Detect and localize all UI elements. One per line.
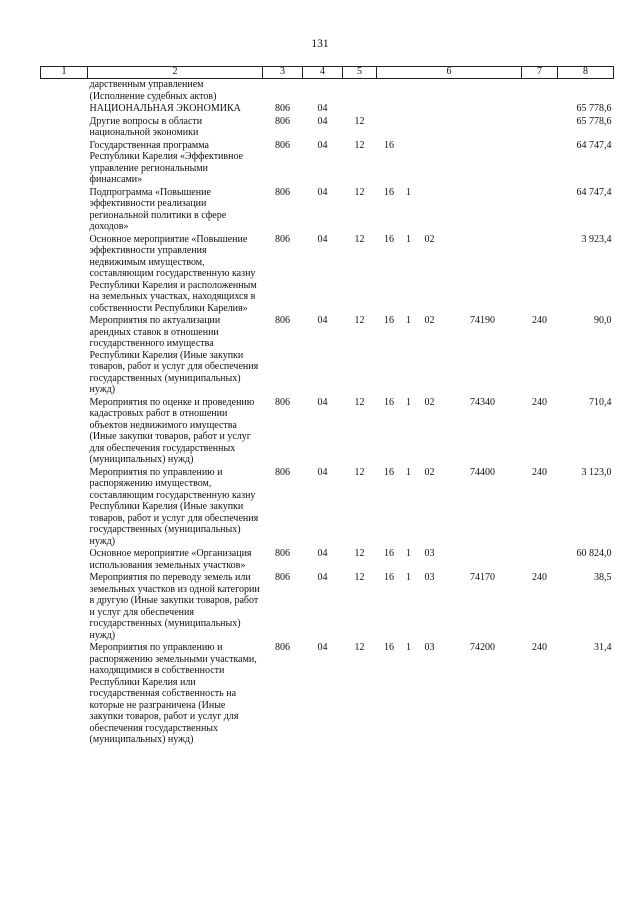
row-section-code: 04 xyxy=(317,139,328,151)
table-row xyxy=(41,467,614,549)
row-name: Мероприятия по переводу земель или земельных участков из одной категории в другую (Иные закупки товаров, работ и услуг для обеспечения государственных (муниципальных) нужд) xyxy=(89,572,260,641)
row-activity-code: 02 xyxy=(424,315,435,326)
table-body xyxy=(41,79,614,747)
row-expense-type xyxy=(522,116,558,140)
header-cell-2: 2 xyxy=(88,67,263,79)
row-amount: 38,5 xyxy=(594,572,612,583)
row-amount: 90,0 xyxy=(594,315,612,326)
table-row xyxy=(41,234,614,316)
row-direction-code: 74340 xyxy=(470,396,495,408)
row-activity-code xyxy=(416,103,444,116)
row-admin-code: 806 xyxy=(275,233,290,245)
table-row xyxy=(41,315,614,397)
row-name: Основное мероприятие «Организация использования земельных участков» xyxy=(89,548,252,571)
row-activity-code: 02 xyxy=(424,396,435,408)
row-expense-type: 240 xyxy=(532,396,547,408)
row-subprogram-code xyxy=(402,116,416,140)
row-subsection-code: 12 xyxy=(354,186,365,198)
row-subsection-code: 12 xyxy=(354,315,365,326)
row-admin-code: 806 xyxy=(275,642,290,653)
header-cell-6: 6 xyxy=(377,67,522,79)
table-row xyxy=(41,187,614,234)
row-program-code xyxy=(377,103,402,116)
table-header-row xyxy=(41,67,614,79)
row-subprogram-code: 1 xyxy=(406,466,411,478)
row-subprogram-code: 1 xyxy=(406,233,411,245)
row-expense-type: 240 xyxy=(532,642,547,653)
row-activity-code: 02 xyxy=(424,233,435,245)
row-expense-type xyxy=(522,140,558,187)
row-name: Государственная программа Республики Карелия «Эффективное управление региональными финансами» xyxy=(89,139,244,185)
table-row xyxy=(41,548,614,572)
row-program-code xyxy=(377,79,402,104)
row-subprogram-code: 1 xyxy=(406,396,411,408)
row-program-code: 16 xyxy=(384,233,394,245)
table-row xyxy=(41,572,614,642)
table-row xyxy=(41,116,614,140)
row-subprogram-code: 1 xyxy=(406,572,411,583)
row-section-code: 04 xyxy=(317,103,328,114)
row-amount: 3 923,4 xyxy=(581,233,612,245)
row-subprogram-code: 1 xyxy=(406,315,411,326)
header-cell-3: 3 xyxy=(263,67,303,79)
row-section-code: 04 xyxy=(317,396,328,408)
header-cell-4: 4 xyxy=(303,67,343,79)
header-cell-8: 8 xyxy=(558,67,614,79)
row-subsection-code: 12 xyxy=(354,233,365,245)
row-direction-code xyxy=(444,140,522,187)
row-direction-code xyxy=(444,234,522,316)
row-direction-code xyxy=(444,116,522,140)
header-cell-7: 7 xyxy=(522,67,558,79)
row-name: Подпрограмма «Повышение эффективности реализации региональной политики в сфере доходов» xyxy=(89,186,227,232)
row-activity-code xyxy=(416,140,444,187)
row-expense-type: 240 xyxy=(532,466,547,478)
row-index-cell xyxy=(41,79,88,104)
row-name: Основное мероприятие «Повышение эффективности управления недвижимым имуществом, составляющим государственную казну Республики Карелия и расположенным на земельных участках, находящихся в собственности Республики Карелия» xyxy=(89,233,257,314)
row-index-cell xyxy=(41,642,88,747)
table-row xyxy=(41,103,614,116)
row-index-cell xyxy=(41,467,88,549)
row-amount: 60 824,0 xyxy=(576,548,612,559)
row-activity-code xyxy=(416,116,444,140)
page-number: 131 xyxy=(311,38,329,50)
row-subprogram-code: 1 xyxy=(406,548,411,559)
budget-table xyxy=(40,66,614,747)
table-row xyxy=(41,397,614,467)
row-program-code: 16 xyxy=(384,139,394,151)
row-expense-type xyxy=(522,79,558,104)
row-index-cell xyxy=(41,187,88,234)
row-activity-code: 03 xyxy=(424,642,435,653)
row-direction-code xyxy=(444,187,522,234)
header-cell-1: 1 xyxy=(41,67,88,79)
row-section-code: 04 xyxy=(317,315,328,326)
row-admin-code xyxy=(263,79,303,104)
row-subprogram-code: 1 xyxy=(406,186,411,198)
row-index-cell xyxy=(41,103,88,116)
row-admin-code: 806 xyxy=(275,186,290,198)
row-amount: 31,4 xyxy=(594,642,612,653)
row-index-cell xyxy=(41,234,88,316)
row-admin-code: 806 xyxy=(275,548,290,559)
row-activity-code xyxy=(416,79,444,104)
row-direction-code: 74190 xyxy=(470,315,495,326)
row-index-cell xyxy=(41,397,88,467)
row-index-cell xyxy=(41,116,88,140)
row-program-code: 16 xyxy=(384,466,394,478)
row-expense-type: 240 xyxy=(532,572,547,583)
row-activity-code: 03 xyxy=(424,548,435,559)
row-admin-code: 806 xyxy=(275,396,290,408)
row-direction-code xyxy=(444,548,522,572)
row-subprogram-code xyxy=(402,103,416,116)
row-section-code xyxy=(303,79,343,104)
row-index-cell xyxy=(41,548,88,572)
row-amount: 3 123,0 xyxy=(581,466,612,478)
row-program-code: 16 xyxy=(384,315,394,326)
header-cell-5: 5 xyxy=(343,67,377,79)
row-subsection-code: 12 xyxy=(354,572,365,583)
row-program-code: 16 xyxy=(384,396,394,408)
row-name: дарственным управлением (Исполнение судебных актов) xyxy=(89,79,217,102)
row-subsection-code: 12 xyxy=(354,115,365,127)
row-program-code: 16 xyxy=(384,548,394,559)
row-subsection-code xyxy=(343,79,377,104)
row-name: Мероприятия по актуализации арендных ставок в отношении государственного имущества Республики Карелия (Иные закупки товаров, работ и услуг для обеспечения государственных (муниципальных) нужд) xyxy=(89,315,259,395)
row-section-code: 04 xyxy=(317,466,328,478)
row-direction-code: 74400 xyxy=(470,466,495,478)
row-admin-code: 806 xyxy=(275,572,290,583)
row-activity-code: 03 xyxy=(424,572,435,583)
row-name: Мероприятия по оценке и проведению кадастровых работ в отношении объектов недвижимого имущества (Иные закупки товаров, работ и услуг для обеспечения государственных (муниципальных) нужд) xyxy=(89,396,255,465)
row-subsection-code: 12 xyxy=(354,139,365,151)
row-expense-type: 240 xyxy=(532,315,547,326)
row-name: НАЦИОНАЛЬНАЯ ЭКОНОМИКА xyxy=(89,103,241,114)
row-admin-code: 806 xyxy=(275,115,290,127)
row-expense-type xyxy=(522,234,558,316)
row-amount: 64 747,4 xyxy=(576,139,612,151)
row-amount xyxy=(558,79,614,104)
row-subsection-code: 12 xyxy=(354,396,365,408)
row-activity-code xyxy=(416,187,444,234)
row-admin-code: 806 xyxy=(275,139,290,151)
row-expense-type xyxy=(522,548,558,572)
row-index-cell xyxy=(41,140,88,187)
row-direction-code xyxy=(444,103,522,116)
row-subprogram-code xyxy=(402,140,416,187)
row-subsection-code: 12 xyxy=(354,466,365,478)
table-row xyxy=(41,140,614,187)
row-amount: 64 747,4 xyxy=(576,186,612,198)
row-section-code: 04 xyxy=(317,233,328,245)
row-amount: 710,4 xyxy=(589,396,612,408)
row-subprogram-code: 1 xyxy=(406,642,411,653)
table-row xyxy=(41,642,614,747)
row-program-code xyxy=(377,116,402,140)
row-program-code: 16 xyxy=(384,186,394,198)
row-subsection-code: 12 xyxy=(354,642,365,653)
row-program-code: 16 xyxy=(384,642,394,653)
row-direction-code: 74200 xyxy=(470,642,495,653)
row-program-code: 16 xyxy=(384,572,394,583)
row-subsection-code xyxy=(343,103,377,116)
row-name: Мероприятия по управлению и распоряжению имуществом, составляющим государственную казну Республики Карелия (Иные закупки товаров, работ и услуг для обеспечения государственных (муниципальных) нужд) xyxy=(89,466,259,547)
row-admin-code: 806 xyxy=(275,315,290,326)
row-name: Другие вопросы в области национальной экономики xyxy=(89,115,203,138)
row-section-code: 04 xyxy=(317,115,328,127)
table-row xyxy=(41,79,614,104)
row-direction-code: 74170 xyxy=(470,572,495,583)
row-expense-type xyxy=(522,187,558,234)
row-activity-code: 02 xyxy=(424,466,435,478)
row-amount: 65 778,6 xyxy=(576,115,612,127)
row-section-code: 04 xyxy=(317,572,328,583)
row-section-code: 04 xyxy=(317,548,328,559)
row-index-cell xyxy=(41,315,88,397)
row-expense-type xyxy=(522,103,558,116)
row-subsection-code: 12 xyxy=(354,548,365,559)
row-section-code: 04 xyxy=(317,186,328,198)
row-admin-code: 806 xyxy=(275,103,290,114)
row-direction-code xyxy=(444,79,522,104)
row-subprogram-code xyxy=(402,79,416,104)
row-amount: 65 778,6 xyxy=(576,103,612,114)
row-admin-code: 806 xyxy=(275,466,290,478)
row-index-cell xyxy=(41,572,88,642)
row-section-code: 04 xyxy=(317,642,328,653)
row-name: Мероприятия по управлению и распоряжению земельными участками, находящимися в собственности Республики Карелия или государственная собственность на которые не разграничена (Иные закупки товаров, работ и услуг для обеспечения государственных (муниципальных) нужд) xyxy=(89,642,257,745)
